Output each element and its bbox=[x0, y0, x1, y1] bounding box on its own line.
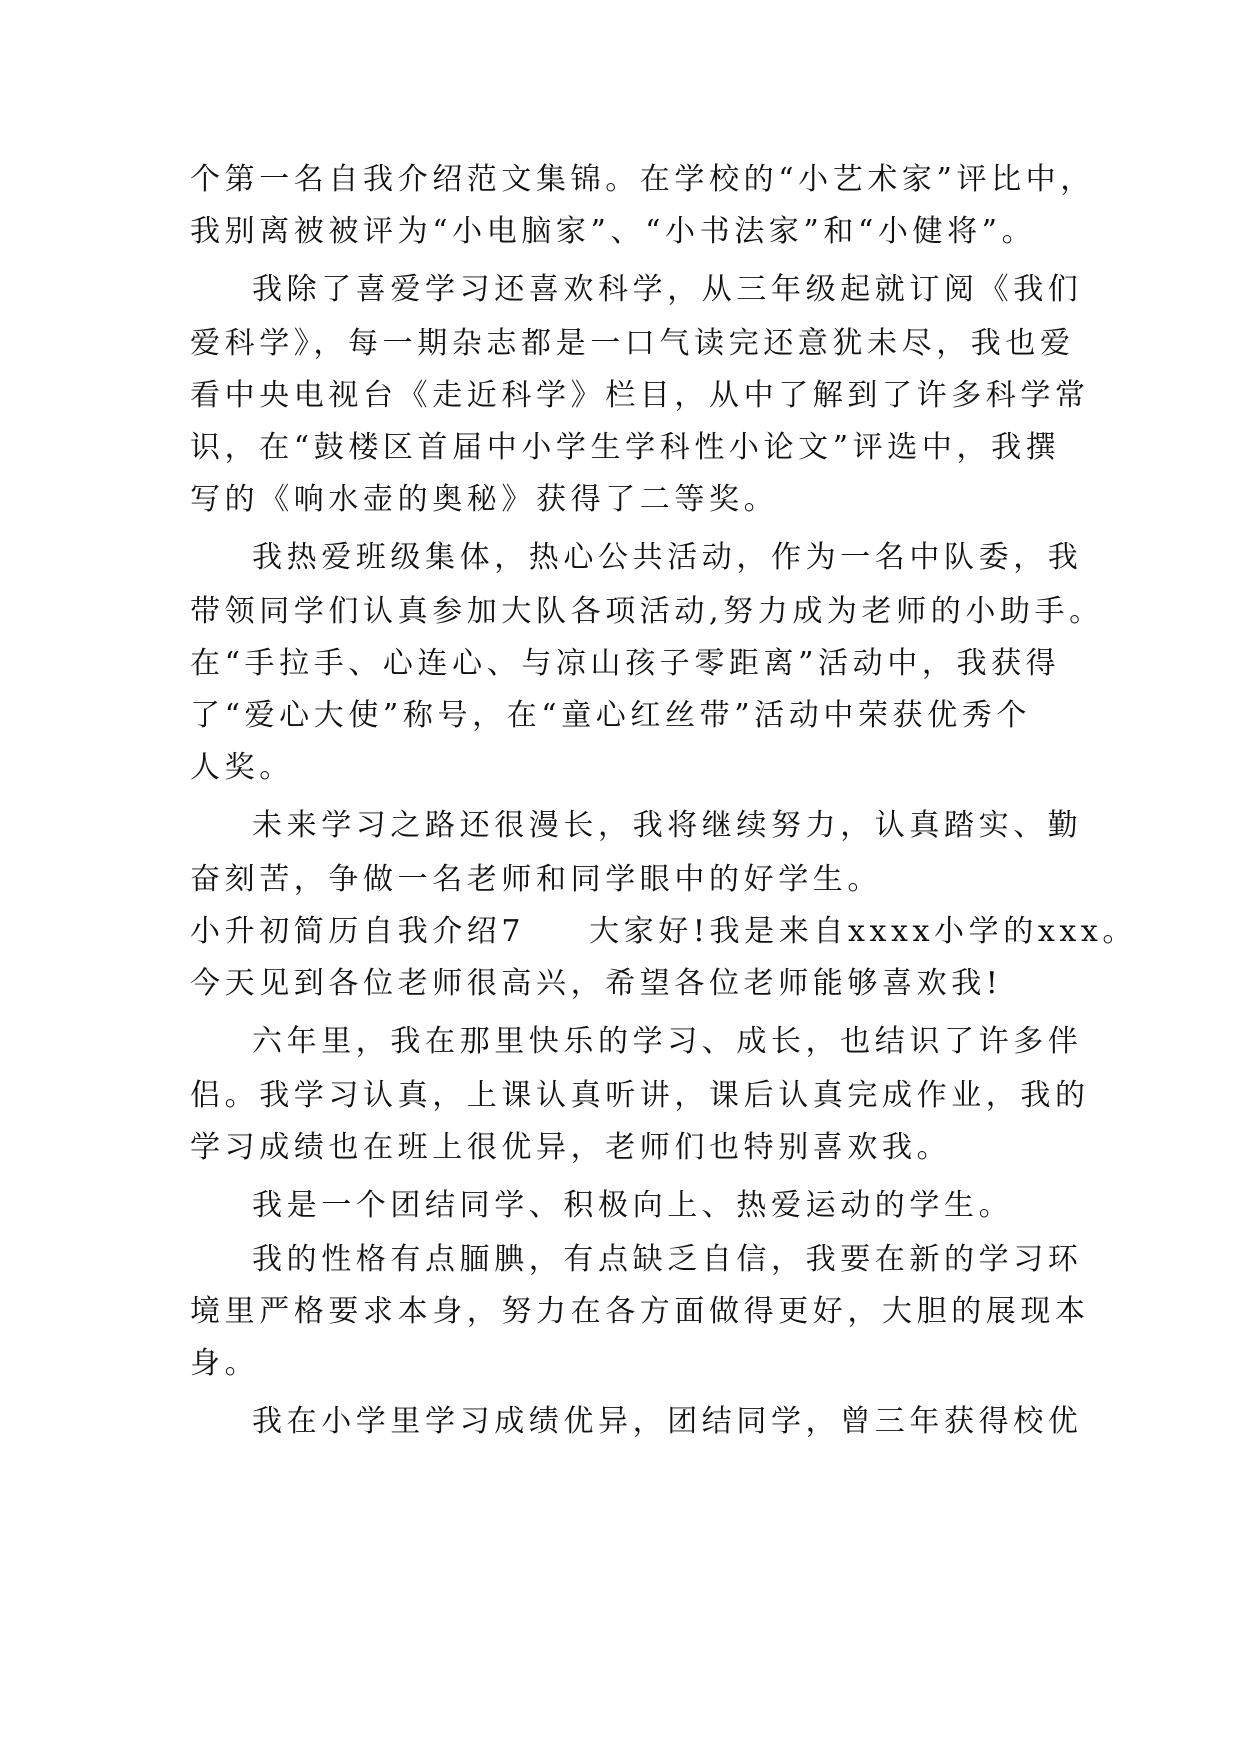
text-line: 了“爱心大使”称号，在“童心红丝带”活动中荣获优秀个 bbox=[190, 698, 1031, 733]
section-heading: 小升初简历自我介绍7 bbox=[190, 914, 526, 949]
text-line: 我是一个团结同学、积极向上、热爱运动的学生。 bbox=[252, 1188, 1014, 1223]
text-line: 我别离被被评为“小电脑家”、“小书法家”和“小健将”。 bbox=[190, 214, 1037, 249]
text-line: 看中央电视台《走近科学》栏目，从中了解到了许多科学常 bbox=[190, 378, 1090, 413]
text-line: 今天见到各位老师很高兴，希望各位老师能够喜欢我! bbox=[190, 966, 1003, 1001]
text-line: 我热爱班级集体，热心公共活动，作为一名中队委，我 bbox=[252, 540, 1083, 575]
text-line: 学习成绩也在班上很优异，老师们也特别喜欢我。 bbox=[190, 1130, 952, 1165]
text-line: 未来学习之路还很漫长，我将继续努力，认真踏实、勤 bbox=[252, 808, 1083, 843]
text-line: 识，在“鼓楼区首届中小学生学科性小论文”评选中，我撰 bbox=[190, 430, 1061, 465]
text-line: 个第一名自我介绍范文集锦。在学校的“小艺术家”评比中， bbox=[190, 162, 1095, 197]
text-line: 身。 bbox=[190, 1346, 260, 1381]
text-line: 我在小学里学习成绩优异，团结同学，曾三年获得校优 bbox=[252, 1404, 1083, 1439]
text-line: 带领同学们认真参加大队各项活动,努力成为老师的小助手。 bbox=[190, 594, 1104, 629]
text-line: 六年里，我在那里快乐的学习、成长，也结识了许多伴 bbox=[252, 1024, 1083, 1059]
text-run: 大家好!我是来自xxxx小学的xxx。 bbox=[589, 914, 1137, 949]
text-line: 我除了喜爱学习还喜欢科学，从三年级起就订阅《我们 bbox=[252, 272, 1083, 307]
text-line: 境里严格要求本身，努力在各方面做得更好，大胆的展现本 bbox=[190, 1294, 1090, 1329]
text-line: 奋刻苦，争做一名老师和同学眼中的好学生。 bbox=[190, 862, 882, 897]
text-line: 爱科学》，每一期杂志都是一口气读完还意犹未尽，我也爱 bbox=[190, 326, 1075, 361]
text-line: 我的性格有点腼腆，有点缺乏自信，我要在新的学习环 bbox=[252, 1242, 1083, 1277]
text-line: 写的《响水壶的奥秘》获得了二等奖。 bbox=[190, 482, 779, 517]
text-line: 在“手拉手、心连心、与凉山孩子零距离”活动中，我获得 bbox=[190, 646, 1061, 681]
text-line: 侣。我学习认真，上课认真听讲，课后认真完成作业，我的 bbox=[190, 1078, 1090, 1113]
text-line: 人奖。 bbox=[190, 750, 294, 785]
heading-line bbox=[190, 912, 1137, 952]
